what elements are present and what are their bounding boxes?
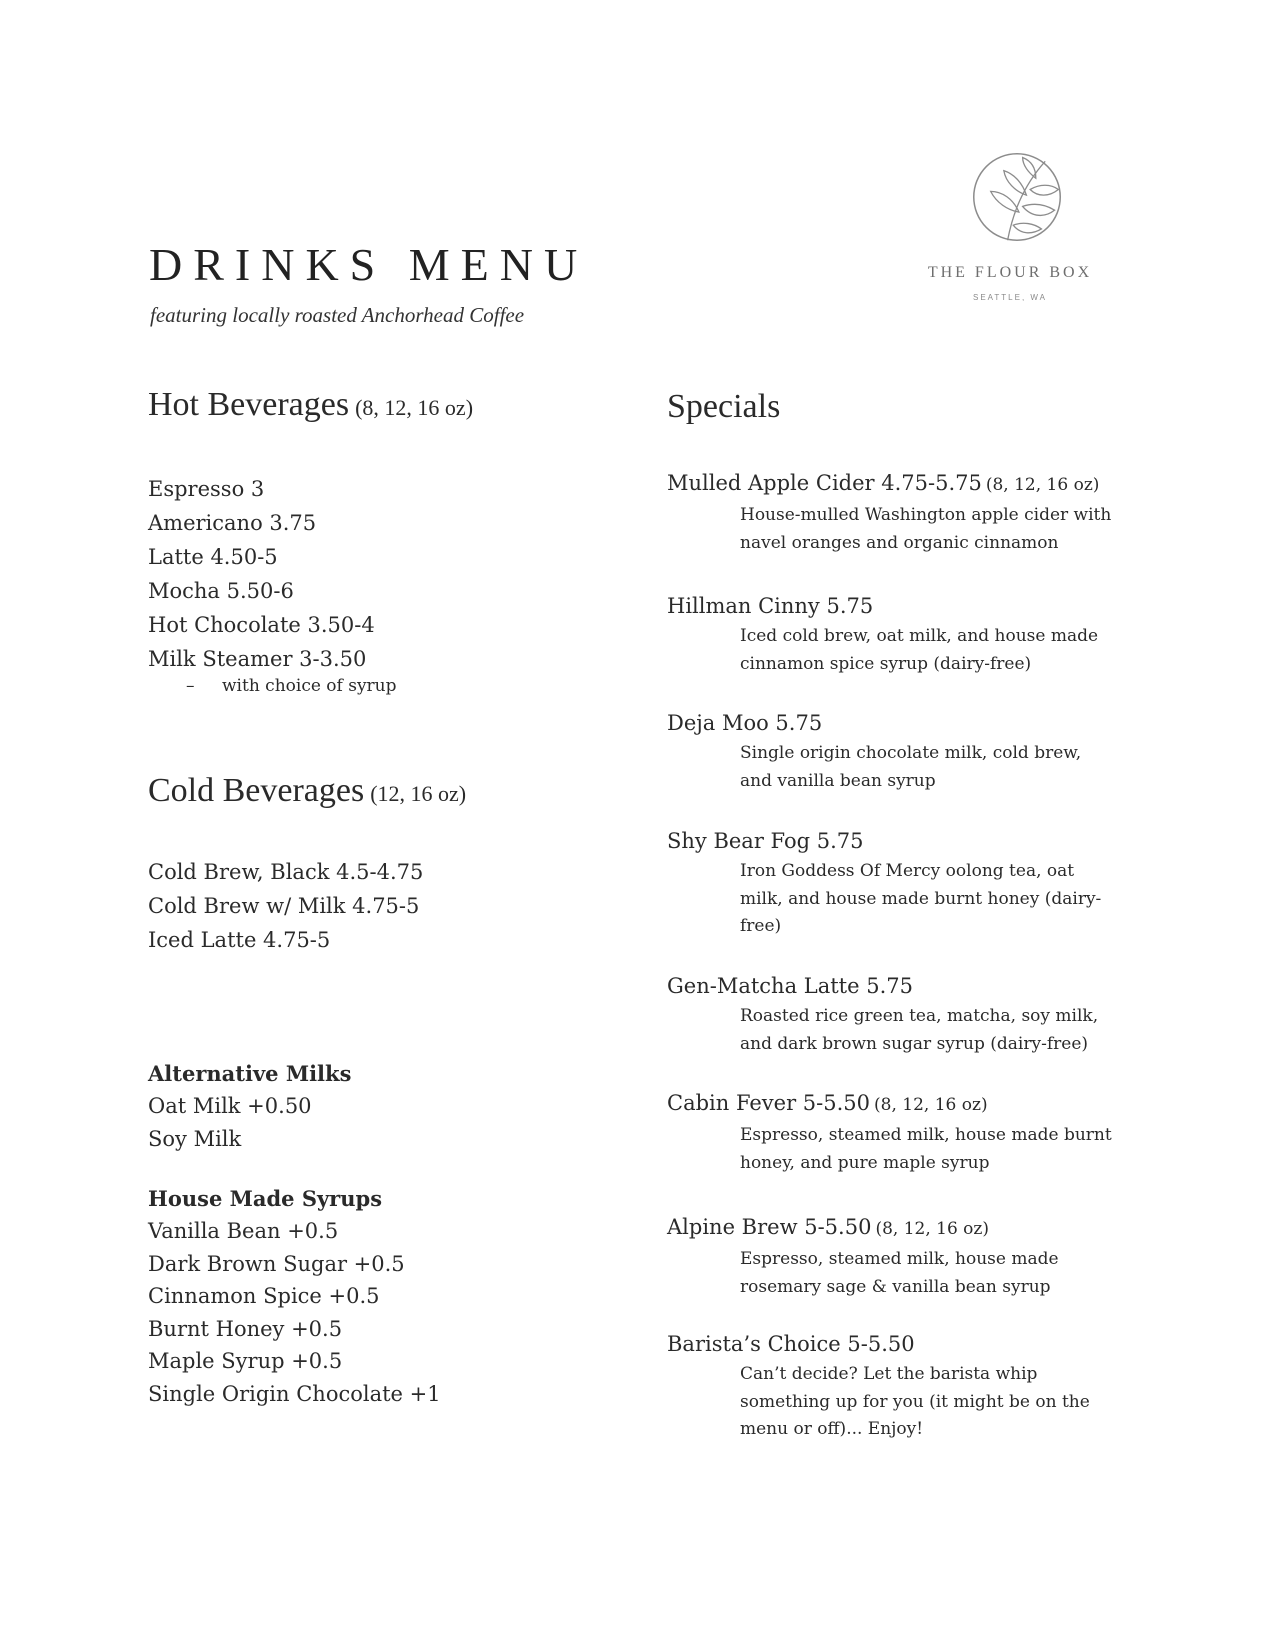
special-description: Iced cold brew, oat milk, and house made cinnamon spice syrup (dairy-free) bbox=[740, 626, 1099, 674]
list-item: Dark Brown Sugar +0.5 bbox=[148, 1251, 405, 1276]
hot-beverages-title: Hot Beverages bbox=[148, 386, 350, 423]
special-item bbox=[667, 709, 1127, 795]
special-name: Gen-Matcha Latte 5.75 bbox=[667, 974, 913, 998]
list-item: Espresso 3 bbox=[148, 477, 265, 501]
special-item bbox=[667, 1330, 1127, 1444]
special-name: Alpine Brew 5-5.50 bbox=[667, 1215, 872, 1239]
special-name: Shy Bear Fog 5.75 bbox=[667, 829, 864, 853]
list-item: Cold Brew, Black 4.5-4.75 bbox=[148, 860, 424, 884]
leaf-circle-icon bbox=[970, 150, 1064, 244]
special-name: Deja Moo 5.75 bbox=[667, 711, 823, 735]
list-item: Soy Milk bbox=[148, 1126, 242, 1151]
special-description: House-mulled Washington apple cider with navel oranges and organic cinnamon bbox=[740, 505, 1112, 553]
list-item: Single Origin Chocolate +1 bbox=[148, 1381, 441, 1406]
special-item bbox=[667, 469, 1127, 557]
brand-location: SEATTLE, WA bbox=[972, 293, 1047, 302]
special-description: Roasted rice green tea, matcha, soy milk, and dark brown sugar syrup (dairy-free) bbox=[740, 1006, 1099, 1054]
cold-beverages-sizes: (12, 16 oz) bbox=[370, 781, 467, 806]
alternative-milks-section bbox=[148, 1058, 351, 1155]
special-description: Espresso, steamed milk, house made rosemary sage & vanilla bean syrup bbox=[740, 1249, 1059, 1297]
list-item: Cold Brew w/ Milk 4.75-5 bbox=[148, 894, 420, 918]
page-subtitle: featuring locally roasted Anchorhead Coffee bbox=[150, 303, 525, 327]
special-item bbox=[667, 827, 1127, 941]
list-item: Hot Chocolate 3.50-4 bbox=[148, 613, 375, 637]
special-item bbox=[667, 1213, 1127, 1301]
page-title: DRINKS MENU bbox=[149, 239, 589, 290]
special-name: Hillman Cinny 5.75 bbox=[667, 594, 874, 618]
list-item: Americano 3.75 bbox=[148, 511, 317, 535]
note-dash: – bbox=[186, 676, 195, 696]
note-text: with choice of syrup bbox=[222, 676, 397, 696]
hot-beverages-sizes: (8, 12, 16 oz) bbox=[355, 395, 474, 420]
special-description: Espresso, steamed milk, house made burnt honey, and pure maple syrup bbox=[740, 1125, 1112, 1173]
special-description: Iron Goddess Of Mercy oolong tea, oat milk, and house made burnt honey (dairy-free) bbox=[740, 861, 1102, 936]
list-item: Mocha 5.50-6 bbox=[148, 579, 294, 603]
brand-name: THE FLOUR BOX bbox=[927, 264, 1093, 281]
specials-heading: Specials bbox=[667, 388, 781, 425]
hot-beverages-heading bbox=[148, 386, 473, 424]
syrup-note bbox=[186, 676, 397, 696]
house-made-syrups-heading: House Made Syrups bbox=[148, 1186, 383, 1211]
special-sizes: (8, 12, 16 oz) bbox=[874, 1095, 988, 1115]
house-made-syrups-section bbox=[148, 1183, 441, 1410]
special-name: Mulled Apple Cider 4.75-5.75 bbox=[667, 471, 982, 495]
cold-beverages-title: Cold Beverages bbox=[148, 772, 365, 809]
special-sizes: (8, 12, 16 oz) bbox=[985, 475, 1100, 495]
cold-beverages-list bbox=[148, 855, 423, 957]
hot-beverages-list bbox=[148, 472, 397, 696]
alternative-milks-heading: Alternative Milks bbox=[148, 1061, 352, 1086]
list-item: Iced Latte 4.75-5 bbox=[148, 928, 331, 952]
special-sizes: (8, 12, 16 oz) bbox=[875, 1219, 989, 1239]
special-item bbox=[667, 1089, 1127, 1177]
special-item bbox=[667, 972, 1127, 1058]
list-item: Oat Milk +0.50 bbox=[148, 1094, 312, 1118]
special-item bbox=[667, 592, 1127, 678]
list-item: Maple Syrup +0.5 bbox=[148, 1349, 343, 1373]
special-description: Can’t decide? Let the barista whip something up for you (it might be on the menu or off)... Enjoy! bbox=[740, 1364, 1090, 1439]
list-item: Milk Steamer 3-3.50 bbox=[148, 647, 367, 671]
special-name: Barista’s Choice 5-5.50 bbox=[667, 1332, 915, 1356]
list-item: Latte 4.50-5 bbox=[148, 545, 278, 569]
list-item: Vanilla Bean +0.5 bbox=[148, 1219, 339, 1243]
cold-beverages-heading bbox=[148, 772, 466, 810]
special-description: Single origin chocolate milk, cold brew, and vanilla bean syrup bbox=[740, 743, 1082, 791]
list-item: Cinnamon Spice +0.5 bbox=[148, 1284, 380, 1308]
special-name: Cabin Fever 5-5.50 bbox=[667, 1091, 871, 1115]
list-item: Burnt Honey +0.5 bbox=[148, 1316, 343, 1341]
